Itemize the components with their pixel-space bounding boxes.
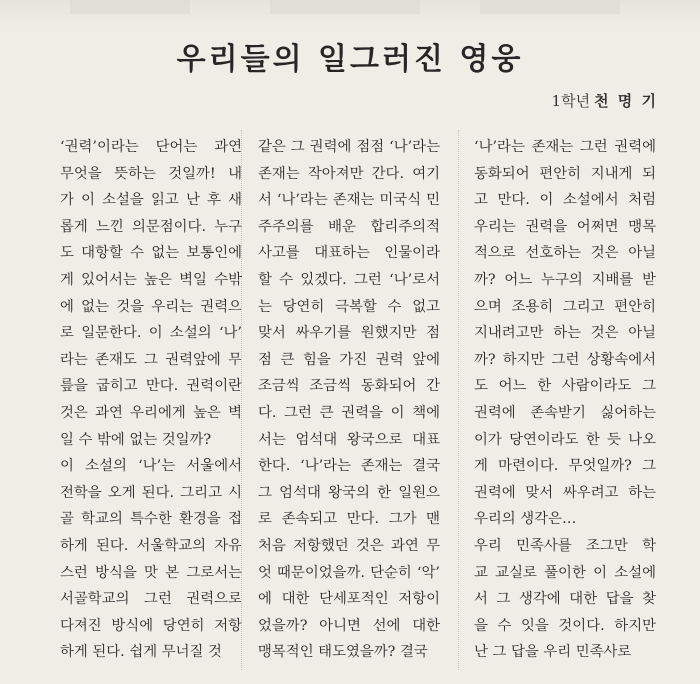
text-column-1 bbox=[60, 134, 242, 666]
text-line: 라는 존재도 그 권력앞에 무 bbox=[60, 351, 242, 368]
text-line: 서 그 생각에 대한 답을 찾 bbox=[474, 591, 656, 608]
author-name: 천 명 기 bbox=[594, 92, 658, 110]
text-line: 일 수 밖에 없는 것일까? bbox=[60, 431, 212, 448]
column-divider bbox=[458, 130, 460, 670]
text-line: 로 존속되고 만다. 그가 맨 bbox=[258, 511, 440, 528]
text-line: ‘권력’이라는 단어는 과연 bbox=[60, 139, 242, 155]
text-line: 하게 된다. 서울학교의 자유 bbox=[60, 537, 242, 554]
text-line: 는 당연히 극복할 수 없고 bbox=[258, 298, 440, 315]
text-line: 롭게 느낀 의문점이다. 누구 bbox=[60, 218, 242, 235]
page-bleed-through bbox=[0, 0, 700, 30]
text-line: ‘나’라는 존재는 그런 권력에 bbox=[474, 139, 656, 155]
text-line: 고 만다. 이 소설에서 처럼 bbox=[474, 192, 656, 209]
text-line: 것은 과연 우리에게 높은 벽 bbox=[60, 404, 242, 421]
text-line: 할 수 있겠다. 그런 ‘나’로서 bbox=[258, 271, 440, 288]
text-line: 게 마련이다. 무엇일까? 그 bbox=[474, 458, 656, 475]
text-line: 으며 조용히 그리고 편안히 bbox=[474, 298, 656, 315]
text-line: 맞서 싸우기를 원했지만 점 bbox=[258, 325, 440, 342]
text-line: 이가 당연이라도 한 듯 나오 bbox=[474, 431, 656, 448]
author-grade: 1학년 bbox=[551, 92, 591, 110]
text-line: 존재는 작아져만 간다. 여기 bbox=[258, 165, 440, 182]
text-line: 처음 저항했던 것은 과연 무 bbox=[258, 537, 440, 554]
text-line: 교 교실로 풀이한 이 소설에 bbox=[474, 564, 656, 581]
text-line: 도 대항할 수 없는 보통인에 bbox=[60, 245, 242, 262]
text-line: 다져진 방식에 당연히 저항 bbox=[60, 617, 242, 634]
text-line: 에 없는 것을 우리는 권력으 bbox=[60, 298, 242, 315]
byline bbox=[552, 90, 658, 111]
text-line: 우리 민족사를 조그만 학 bbox=[474, 537, 656, 554]
text-line: 우리는 권력을 어쩌면 맹목 bbox=[474, 218, 656, 235]
text-line: 사고를 대표하는 인물이라 bbox=[258, 245, 440, 262]
text-line: 점 큰 힘을 가진 권력 앞에 bbox=[258, 351, 440, 368]
column-divider bbox=[241, 130, 243, 670]
text-line: 엇 때문이었을까. 단순히 ‘악’ bbox=[258, 564, 440, 581]
text-line: 스런 방식을 맛 본 그로서는 bbox=[60, 564, 242, 581]
text-line: 골 학교의 특수한 환경을 접 bbox=[60, 511, 242, 528]
text-column-3 bbox=[474, 134, 656, 666]
text-line: 난 그 답을 우리 민족사로 bbox=[474, 644, 632, 661]
text-line: 게 있어서는 높은 벽일 수밖 bbox=[60, 271, 242, 288]
article-title: 우리들의 일그러진 영웅 bbox=[176, 42, 524, 77]
text-line: 도 어느 한 사람이라도 그 bbox=[474, 378, 656, 395]
text-line: 전학을 오게 된다. 그리고 시 bbox=[60, 484, 242, 501]
text-line: 서 ‘나’라는 존재는 미국식 민 bbox=[258, 192, 440, 209]
text-line: 조금씩 조금씩 동화되어 간 bbox=[258, 378, 440, 395]
text-line: 적으로 선호하는 것은 아닐 bbox=[474, 245, 656, 262]
text-line: 서골학교의 그런 권력으로 bbox=[60, 591, 242, 608]
text-line: 같은 그 권력에 점점 ‘나’라는 bbox=[258, 139, 440, 155]
text-line: 에 대한 단세포적인 저항이 bbox=[258, 591, 440, 608]
text-line: 로 일문한다. 이 소설의 ‘나’ bbox=[60, 325, 242, 342]
text-line: 한다. ‘나’라는 존재는 결국 bbox=[258, 458, 440, 475]
text-line: 까? 어느 누구의 지배를 받 bbox=[474, 271, 656, 288]
text-line: 그 엄석대 왕국의 한 일원으 bbox=[258, 484, 440, 501]
text-line: 다. 그런 큰 권력을 이 책에 bbox=[258, 404, 440, 421]
text-line: 까? 하지만 그런 상황속에서 bbox=[474, 351, 656, 368]
text-line: 을 수 잇을 것이다. 하지만 bbox=[474, 617, 656, 634]
text-line: 릎을 굽히고 만다. 권력이란 bbox=[60, 378, 242, 395]
text-line: 지내려고만 하는 것은 아닐 bbox=[474, 325, 656, 342]
text-line: 권력에 존속받기 싫어하는 bbox=[474, 404, 656, 421]
text-line: 서는 엄석대 왕국으로 대표 bbox=[258, 431, 440, 448]
text-line: 었을까? 아니면 선에 대한 bbox=[258, 617, 440, 634]
text-line: 맹목적인 태도였을까? 결국 bbox=[258, 644, 428, 661]
text-line: 이 소설의 ‘나’는 서울에서 bbox=[60, 458, 242, 475]
text-column-2 bbox=[258, 134, 440, 666]
text-line: 우리의 생각은… bbox=[474, 511, 577, 528]
text-line: 동화되어 편안히 지내게 되 bbox=[474, 165, 656, 182]
text-line: 권력에 맞서 싸우려고 하는 bbox=[474, 484, 656, 501]
text-line: 하게 된다. 쉽게 무너질 것 bbox=[60, 644, 222, 661]
text-line: 무엇을 뜻하는 것일까! 내 bbox=[60, 165, 242, 182]
text-line: 주주의를 배운 합리주의적 bbox=[258, 218, 440, 235]
text-line: 가 이 소설을 읽고 난 후 새 bbox=[60, 192, 242, 209]
